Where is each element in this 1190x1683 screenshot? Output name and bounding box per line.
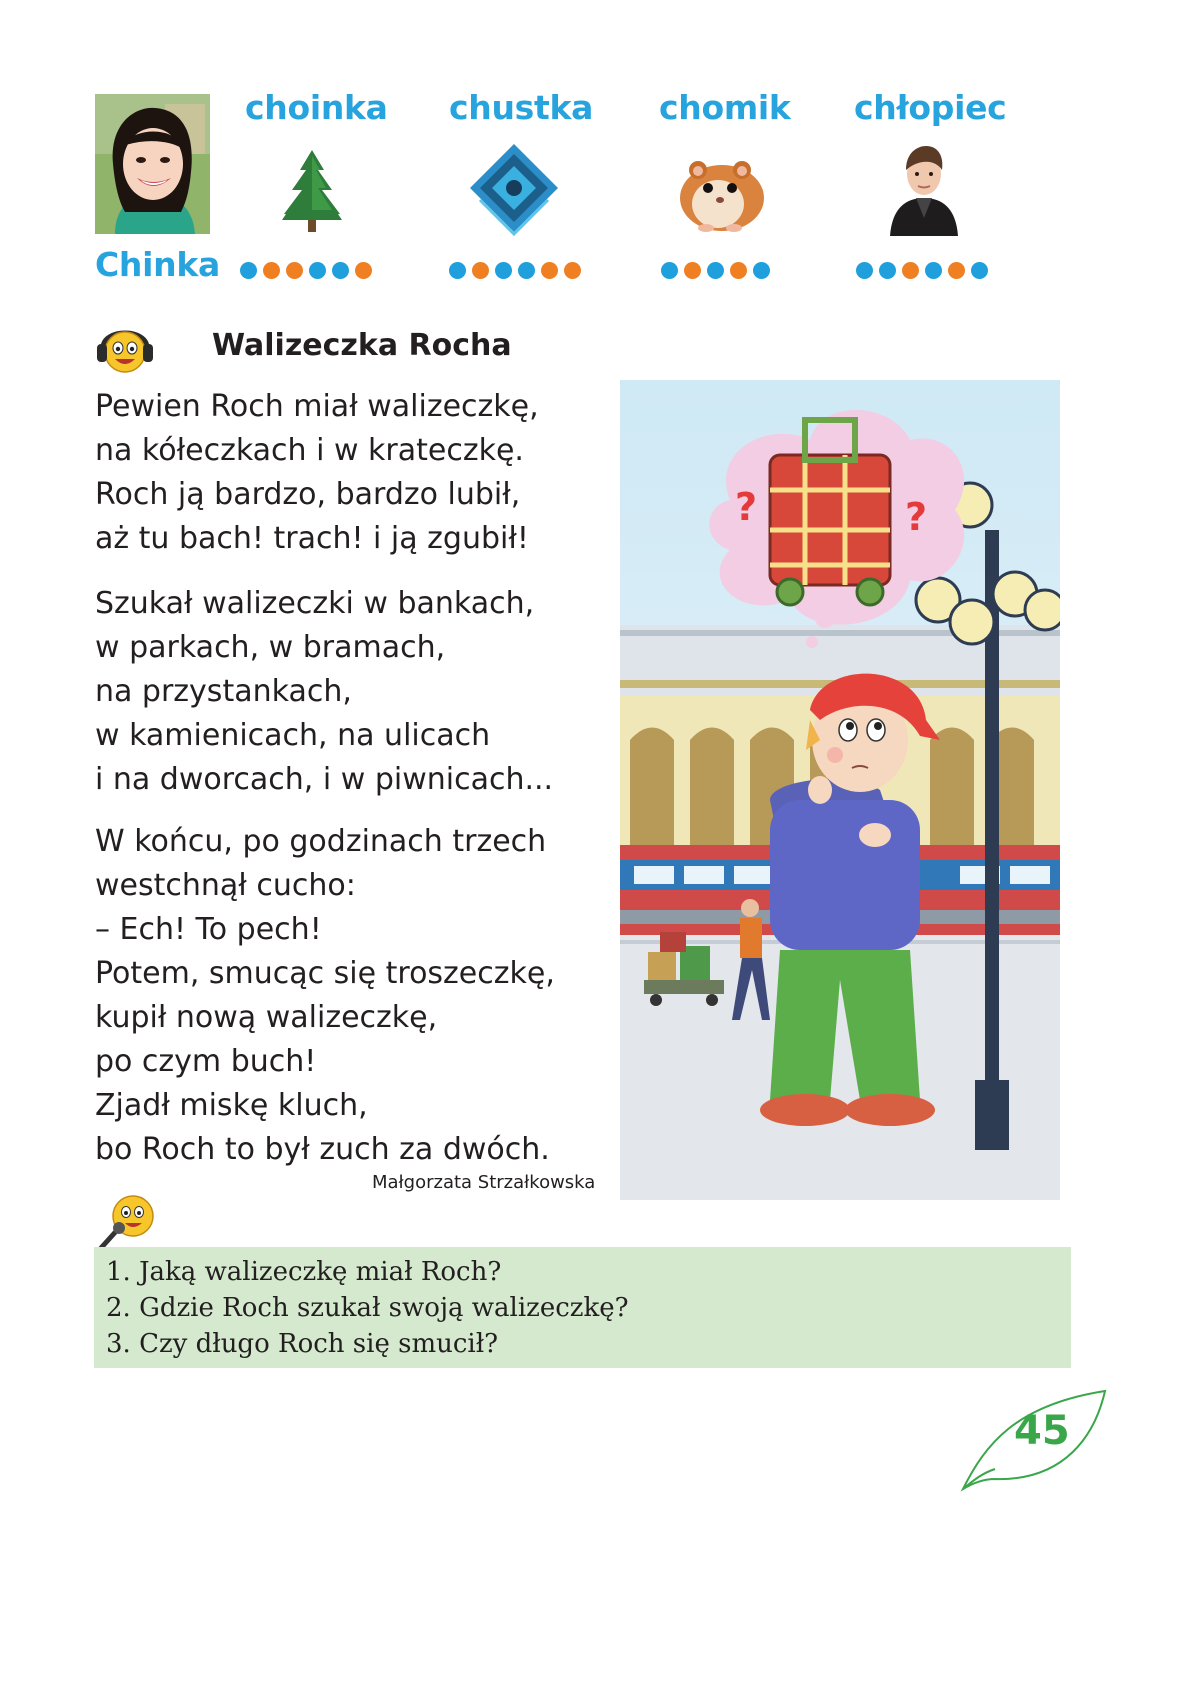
poem-line: Zjadł miskę kluch, bbox=[95, 1088, 368, 1123]
dot-vowel bbox=[518, 262, 535, 279]
poem-title: Walizeczka Rocha bbox=[212, 328, 512, 363]
dot-consonant bbox=[541, 262, 558, 279]
poem-stanza-3 bbox=[95, 820, 555, 1172]
dot-vowel bbox=[707, 262, 724, 279]
poem-stanza-2 bbox=[95, 582, 553, 802]
word-chlopiec: chłopiec bbox=[854, 88, 1007, 127]
page-number: 45 bbox=[1014, 1408, 1070, 1454]
dots-choinka bbox=[240, 262, 372, 279]
word-chustka: chustka bbox=[449, 88, 594, 127]
question-1: 1. Jaką walizeczkę miał Roch? bbox=[106, 1257, 502, 1287]
dots-chustka bbox=[449, 262, 581, 279]
poem-line: westchnął cucho: bbox=[95, 868, 356, 903]
poem-line: na kółeczkach i w krateczkę. bbox=[95, 433, 524, 468]
dot-vowel bbox=[661, 262, 678, 279]
dot-vowel bbox=[332, 262, 349, 279]
poem-author: Małgorzata Strzałkowska bbox=[372, 1172, 596, 1193]
poem-stanza-1 bbox=[95, 385, 539, 561]
microphone-smiley-icon bbox=[95, 1190, 157, 1252]
dot-consonant bbox=[355, 262, 372, 279]
poem-line: Pewien Roch miał walizeczkę, bbox=[95, 389, 539, 424]
word-choinka: choinka bbox=[245, 88, 388, 127]
girl-photo bbox=[95, 94, 210, 234]
dot-consonant bbox=[730, 262, 747, 279]
questions-box bbox=[94, 1247, 1071, 1368]
hamster-picture bbox=[670, 140, 770, 235]
headscarf-picture bbox=[466, 140, 562, 236]
svg-text:?: ? bbox=[735, 485, 758, 529]
boy-photo bbox=[884, 140, 964, 236]
word-chinka: Chinka bbox=[95, 245, 220, 284]
svg-text:?: ? bbox=[905, 495, 928, 539]
dot-consonant bbox=[564, 262, 581, 279]
dot-vowel bbox=[971, 262, 988, 279]
dot-vowel bbox=[495, 262, 512, 279]
dot-vowel bbox=[856, 262, 873, 279]
word-chomik: chomik bbox=[659, 88, 791, 127]
dot-consonant bbox=[902, 262, 919, 279]
dot-vowel bbox=[309, 262, 326, 279]
dots-chlopiec bbox=[856, 262, 988, 279]
poem-line: w parkach, w bramach, bbox=[95, 630, 446, 665]
poem-line: po czym buch! bbox=[95, 1044, 317, 1079]
dot-vowel bbox=[925, 262, 942, 279]
dot-vowel bbox=[449, 262, 466, 279]
dot-consonant bbox=[948, 262, 965, 279]
question-3: 3. Czy długo Roch się smucił? bbox=[106, 1329, 499, 1359]
poem-line: Szukał walizeczki w bankach, bbox=[95, 586, 535, 621]
question-2: 2. Gdzie Roch szukał swoją walizeczkę? bbox=[106, 1293, 629, 1323]
dot-consonant bbox=[684, 262, 701, 279]
poem-line: aż tu bach! trach! i ją zgubił! bbox=[95, 521, 529, 556]
dot-consonant bbox=[286, 262, 303, 279]
dot-vowel bbox=[753, 262, 770, 279]
dot-vowel bbox=[879, 262, 896, 279]
dots-chomik bbox=[661, 262, 770, 279]
christmas-tree-picture bbox=[272, 148, 352, 233]
dot-consonant bbox=[263, 262, 280, 279]
poem-line: i na dworcach, i w piwnicach... bbox=[95, 762, 554, 797]
poem-line: Roch ją bardzo, bardzo lubił, bbox=[95, 477, 521, 512]
dot-vowel bbox=[240, 262, 257, 279]
station-illustration bbox=[620, 380, 1060, 1200]
headphones-smiley-icon bbox=[95, 320, 155, 376]
poem-line: kupił nową walizeczkę, bbox=[95, 1000, 438, 1035]
poem-line: bo Roch to był zuch za dwóch. bbox=[95, 1132, 550, 1167]
poem-line: Potem, smucąc się troszeczkę, bbox=[95, 956, 555, 991]
dot-consonant bbox=[472, 262, 489, 279]
poem-line: – Ech! To pech! bbox=[95, 912, 322, 947]
poem-line: W końcu, po godzinach trzech bbox=[95, 824, 547, 859]
poem-line: w kamienicach, na ulicach bbox=[95, 718, 491, 753]
poem-line: na przystankach, bbox=[95, 674, 352, 709]
